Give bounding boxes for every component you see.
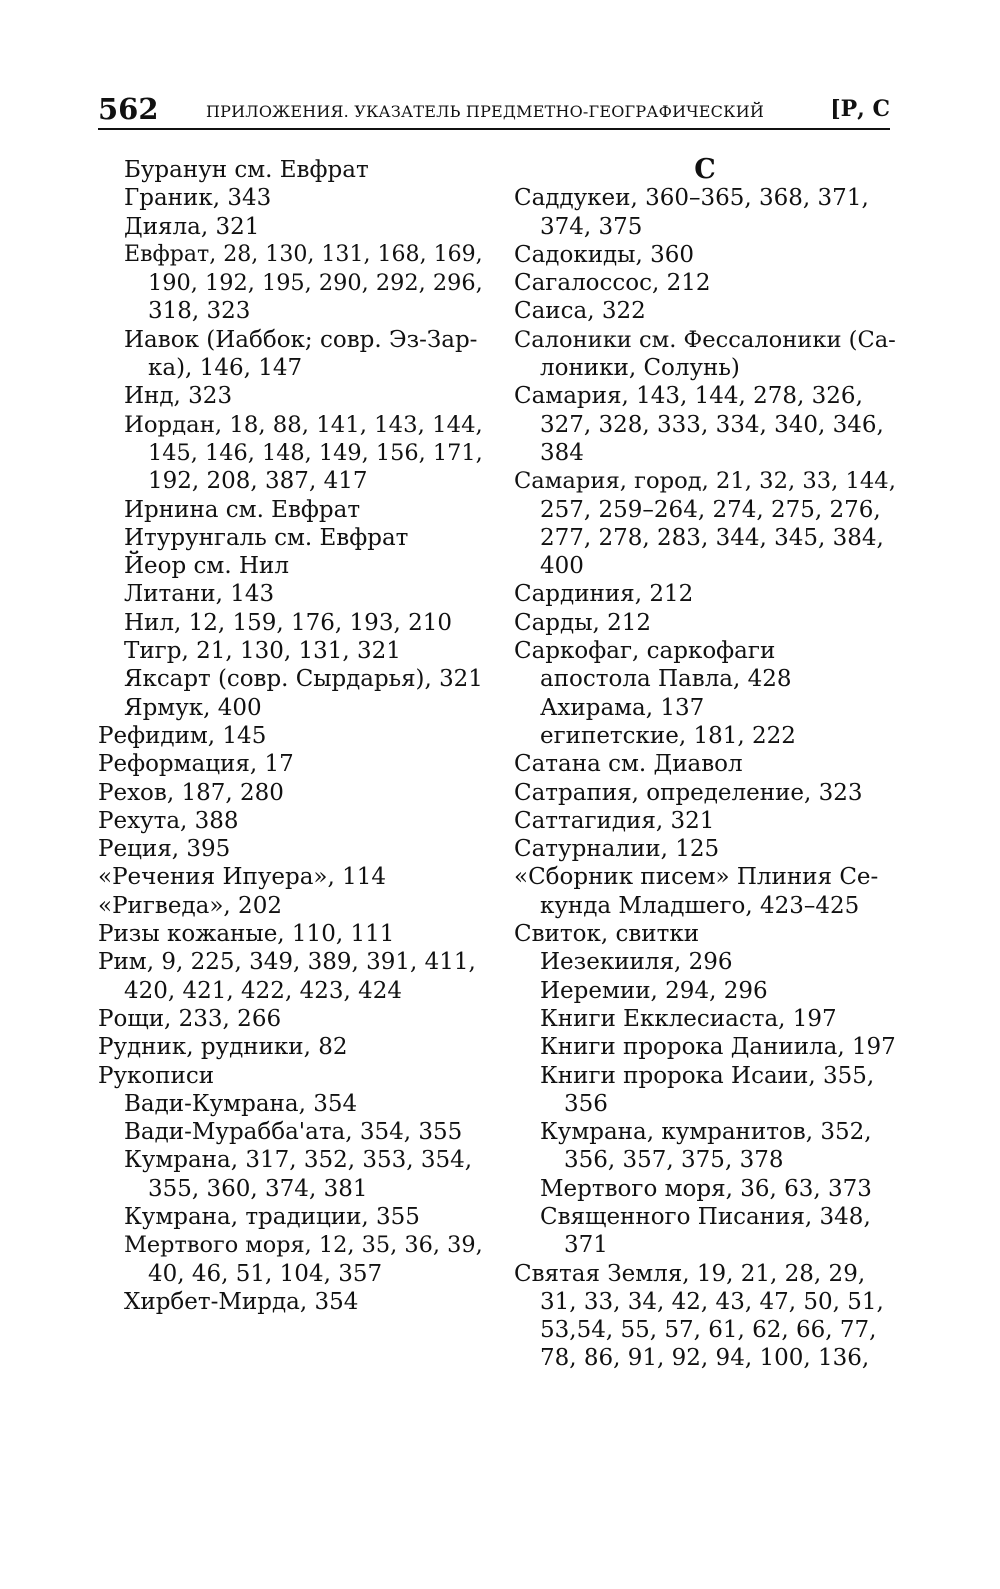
index-entry: Вади-Мурабба'ата, 354, 355 xyxy=(124,1119,463,1146)
index-entry: 420, 421, 422, 423, 424 xyxy=(124,977,402,1004)
index-entry: Рукописи xyxy=(98,1062,215,1089)
index-entry: Дияла, 321 xyxy=(124,213,260,240)
index-entry: Рощи, 233, 266 xyxy=(98,1005,282,1032)
index-entry: 277, 278, 283, 344, 345, 384, xyxy=(540,524,884,551)
index-entry: 192, 208, 387, 417 xyxy=(148,468,368,495)
index-entry: Книги пророка Даниила, 197 xyxy=(540,1034,896,1061)
index-entry: 31, 33, 34, 42, 43, 47, 50, 51, xyxy=(540,1288,884,1315)
index-entry: Священного Писания, 348, xyxy=(540,1203,871,1230)
index-entry: Сатурналии, 125 xyxy=(514,836,720,863)
index-entry: Граник, 343 xyxy=(124,185,272,212)
index-entry: Хирбет-Мирда, 354 xyxy=(124,1288,359,1315)
index-entry: кунда Младшего, 423–425 xyxy=(540,892,860,919)
index-entry: Самария, 143, 144, 278, 326, xyxy=(514,383,863,410)
index-entry: Мертвого моря, 36, 63, 373 xyxy=(540,1175,872,1202)
index-entry: Реформация, 17 xyxy=(98,751,294,778)
index-entry: 356 xyxy=(564,1090,608,1117)
index-entry: 384 xyxy=(540,439,584,466)
index-entry: Сагалоссос, 212 xyxy=(514,270,711,297)
index-entry: 400 xyxy=(540,553,584,580)
index-entry: Рудник, рудники, 82 xyxy=(98,1034,348,1061)
index-entry: 145, 146, 148, 149, 156, 171, xyxy=(148,439,483,466)
index-entry: Самария, город, 21, 32, 33, 144, xyxy=(514,468,896,495)
index-entry: Ризы кожаные, 110, 111 xyxy=(98,921,395,948)
index-entry: «Сборник писем» Плиния Се- xyxy=(514,864,879,891)
index-entry: Вади-Кумрана, 354 xyxy=(124,1090,358,1117)
index-entry: Иордан, 18, 88, 141, 143, 144, xyxy=(124,411,483,438)
right-entries xyxy=(514,184,896,1372)
index-entry: Реция, 395 xyxy=(98,836,231,863)
index-entry: 40, 46, 51, 104, 357 xyxy=(148,1260,383,1287)
index-entry: апостола Павла, 428 xyxy=(540,666,792,693)
index-entry: Рефидим, 145 xyxy=(98,722,267,749)
index-entry: Ярмук, 400 xyxy=(124,694,262,721)
index-entry: лоники, Солунь) xyxy=(540,355,740,382)
index-entry: 371 xyxy=(564,1232,608,1259)
index-entry: Книги Екклесиаста, 197 xyxy=(540,1005,837,1032)
index-entry: Кумрана, 317, 352, 353, 354, xyxy=(124,1147,473,1174)
index-entry: Литани, 143 xyxy=(124,581,275,608)
index-entry: Тигр, 21, 130, 131, 321 xyxy=(124,638,401,665)
index-entry: 355, 360, 374, 381 xyxy=(148,1175,368,1202)
index-entry: Йеор см. Нил xyxy=(124,553,289,580)
index-entry: Ирнина см. Евфрат xyxy=(124,496,361,523)
index-entry: Кумрана, традиции, 355 xyxy=(124,1203,420,1230)
index-entry: Свиток, свитки xyxy=(514,921,700,948)
index-entry: «Ригведа», 202 xyxy=(98,892,282,919)
index-entry: Саиса, 322 xyxy=(514,298,646,325)
index-entry: 190, 192, 195, 290, 292, 296, xyxy=(148,270,483,297)
index-entry: Яксарт (совр. Сырдарья), 321 xyxy=(124,666,483,693)
index-entry: 356, 357, 375, 378 xyxy=(564,1147,784,1174)
index-entry: Сатана см. Диавол xyxy=(514,751,743,778)
index-column-left xyxy=(98,156,483,1316)
running-header xyxy=(98,90,890,130)
index-entry: Святая Земля, 19, 21, 28, 29, xyxy=(514,1260,866,1287)
index-entry: египетские, 181, 222 xyxy=(540,722,796,749)
section-range: [Р, С xyxy=(830,96,890,122)
index-entry: Иезекииля, 296 xyxy=(540,949,733,976)
index-entry: Итурунгаль см. Евфрат xyxy=(124,524,409,551)
index-entry: Буранун см. Евфрат xyxy=(124,157,369,183)
index-entry: 53,54, 55, 57, 61, 62, 66, 77, xyxy=(540,1317,877,1344)
index-entry: Нил, 12, 159, 176, 193, 210 xyxy=(124,609,452,636)
index-entry: Иеремии, 294, 296 xyxy=(540,977,768,1004)
index-entry: Саркофаг, саркофаги xyxy=(514,638,776,665)
index-entry: Иавок (Иаббок; совр. Эз-Зар- xyxy=(124,326,478,353)
index-entry: Мертвого моря, 12, 35, 36, 39, xyxy=(124,1232,483,1259)
index-entry: 374, 375 xyxy=(540,213,643,240)
index-entry: 78, 86, 91, 92, 94, 100, 136, xyxy=(540,1345,870,1372)
index-entry: «Речения Ипуера», 114 xyxy=(98,864,387,891)
index-entry: Ахирама, 137 xyxy=(540,694,705,721)
running-title: ПРИЛОЖЕНИЯ. УКАЗАТЕЛЬ ПРЕДМЕТНО-ГЕОГРАФИЧЕСКИЙ xyxy=(206,102,765,121)
index-entry: Сарды, 212 xyxy=(514,609,652,636)
section-letter: С xyxy=(694,154,716,185)
index-entry: Рехов, 187, 280 xyxy=(98,779,284,806)
index-entry: Садокиды, 360 xyxy=(514,241,695,268)
index-entry: Рехута, 388 xyxy=(98,807,239,834)
index-entry: Инд, 323 xyxy=(124,383,233,410)
index-entry: Саддукеи, 360–365, 368, 371, xyxy=(514,185,869,212)
index-entry: Сардиния, 212 xyxy=(514,581,694,608)
index-entry: Рим, 9, 225, 349, 389, 391, 411, xyxy=(98,949,476,976)
index-entry: Книги пророка Исаии, 355, xyxy=(540,1062,875,1089)
index-entry: Салоники см. Фессалоники (Са- xyxy=(514,326,896,353)
index-entry: Евфрат, 28, 130, 131, 168, 169, xyxy=(124,241,483,267)
index-column-right xyxy=(514,156,896,1373)
index-entry: 257, 259–264, 274, 275, 276, xyxy=(540,496,881,523)
index-entry: Кумрана, кумранитов, 352, xyxy=(540,1119,872,1146)
index-entry: 327, 328, 333, 334, 340, 346, xyxy=(540,411,884,438)
index-entry: 318, 323 xyxy=(148,298,251,325)
index-entry: Сатрапия, определение, 323 xyxy=(514,779,863,806)
page-number: 562 xyxy=(98,92,159,126)
index-entry: Саттагидия, 321 xyxy=(514,807,715,834)
index-entry: ка), 146, 147 xyxy=(148,355,303,382)
